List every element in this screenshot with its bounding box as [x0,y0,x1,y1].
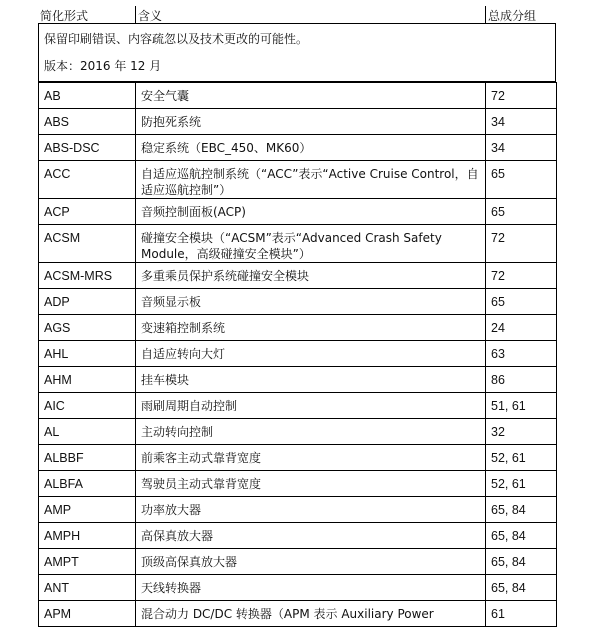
group-cell: 65, 84 [486,497,557,523]
meaning-cell: 自适应巡航控制系统（“ACC”表示“Active Cruise Control，自适应巡航控制”） [136,161,486,199]
table-row [39,549,557,575]
group-cell: 65 [486,199,557,225]
abbreviation-cell: ABS-DSC [39,135,136,161]
group-cell: 72 [486,225,557,263]
abbreviation-cell: ACSM [39,225,136,263]
meaning-cell: 稳定系统（EBC_450、MK60） [136,135,486,161]
abbreviation-cell: ADP [39,289,136,315]
table-row [39,315,557,341]
meaning-cell: 自适应转向大灯 [136,341,486,367]
table-row [39,367,557,393]
header-meaning: 含义 [138,9,163,23]
abbreviation-cell: ABS [39,109,136,135]
table-row [39,109,557,135]
group-cell: 34 [486,135,557,161]
table-row [39,289,557,315]
table-row [39,263,557,289]
notice-version: 版本：2016 年 12 月 [44,59,162,73]
table-row [39,83,557,109]
group-cell: 51, 61 [486,393,557,419]
table-row [39,445,557,471]
table-row [39,225,557,263]
table-row [39,575,557,601]
meaning-cell: 变速箱控制系统 [136,315,486,341]
table-row [39,523,557,549]
meaning-cell: 驾驶员主动式靠背宽度 [136,471,486,497]
meaning-cell: 挂车模块 [136,367,486,393]
group-cell: 65 [486,289,557,315]
group-cell: 86 [486,367,557,393]
group-cell: 24 [486,315,557,341]
group-cell: 65, 84 [486,549,557,575]
meaning-cell: 多重乘员保护系统碰撞安全模块 [136,263,486,289]
abbreviation-cell: ACSM-MRS [39,263,136,289]
meaning-cell: 天线转换器 [136,575,486,601]
table-row [39,497,557,523]
meaning-cell: 安全气囊 [136,83,486,109]
group-cell: 34 [486,109,557,135]
abbreviation-cell: AIC [39,393,136,419]
header-group: 总成分组 [488,9,537,23]
meaning-cell: 功率放大器 [136,497,486,523]
group-cell: 52, 61 [486,445,557,471]
abbreviation-document [38,6,556,627]
abbreviation-cell: ALBFA [39,471,136,497]
meaning-cell: 高保真放大器 [136,523,486,549]
meaning-cell: 音频控制面板(ACP) [136,199,486,225]
abbreviation-cell: AGS [39,315,136,341]
meaning-cell: 雨刷周期自动控制 [136,393,486,419]
group-cell: 61 [486,601,557,627]
group-cell: 65, 84 [486,523,557,549]
abbreviation-cell: AB [39,83,136,109]
abbreviation-cell: AMP [39,497,136,523]
notice-box [38,24,556,82]
meaning-cell: 主动转向控制 [136,419,486,445]
table-header [38,6,556,24]
abbreviation-cell: ACP [39,199,136,225]
group-cell: 65 [486,161,557,199]
group-cell: 72 [486,83,557,109]
table-row [39,419,557,445]
group-cell: 65, 84 [486,575,557,601]
meaning-cell: 音频显示板 [136,289,486,315]
abbreviation-cell: AHM [39,367,136,393]
table-row [39,393,557,419]
meaning-cell: 碰撞安全模块（“ACSM”表示“Advanced Crash Safety Module，高级碰撞安全模块”） [136,225,486,263]
abbreviation-table [38,82,557,627]
group-cell: 32 [486,419,557,445]
table-row [39,601,557,627]
group-cell: 72 [486,263,557,289]
meaning-cell: 防抱死系统 [136,109,486,135]
meaning-cell: 前乘客主动式靠背宽度 [136,445,486,471]
group-cell: 63 [486,341,557,367]
header-abbreviation: 简化形式 [40,9,89,23]
table-row [39,135,557,161]
table-row [39,199,557,225]
abbreviation-cell: AL [39,419,136,445]
meaning-cell: 顶级高保真放大器 [136,549,486,575]
abbreviation-cell: AHL [39,341,136,367]
table-row [39,161,557,199]
notice-disclaimer: 保留印刷错误、内容疏忽以及技术更改的可能性。 [44,32,309,46]
abbreviation-cell: AMPH [39,523,136,549]
abbreviation-cell: APM [39,601,136,627]
meaning-cell: 混合动力 DC/DC 转换器（APM 表示 Auxiliary Power [136,601,486,627]
table-row [39,471,557,497]
group-cell: 52, 61 [486,471,557,497]
abbreviation-cell: AMPT [39,549,136,575]
abbreviation-cell: ANT [39,575,136,601]
table-row [39,341,557,367]
abbreviation-cell: ALBBF [39,445,136,471]
abbreviation-cell: ACC [39,161,136,199]
